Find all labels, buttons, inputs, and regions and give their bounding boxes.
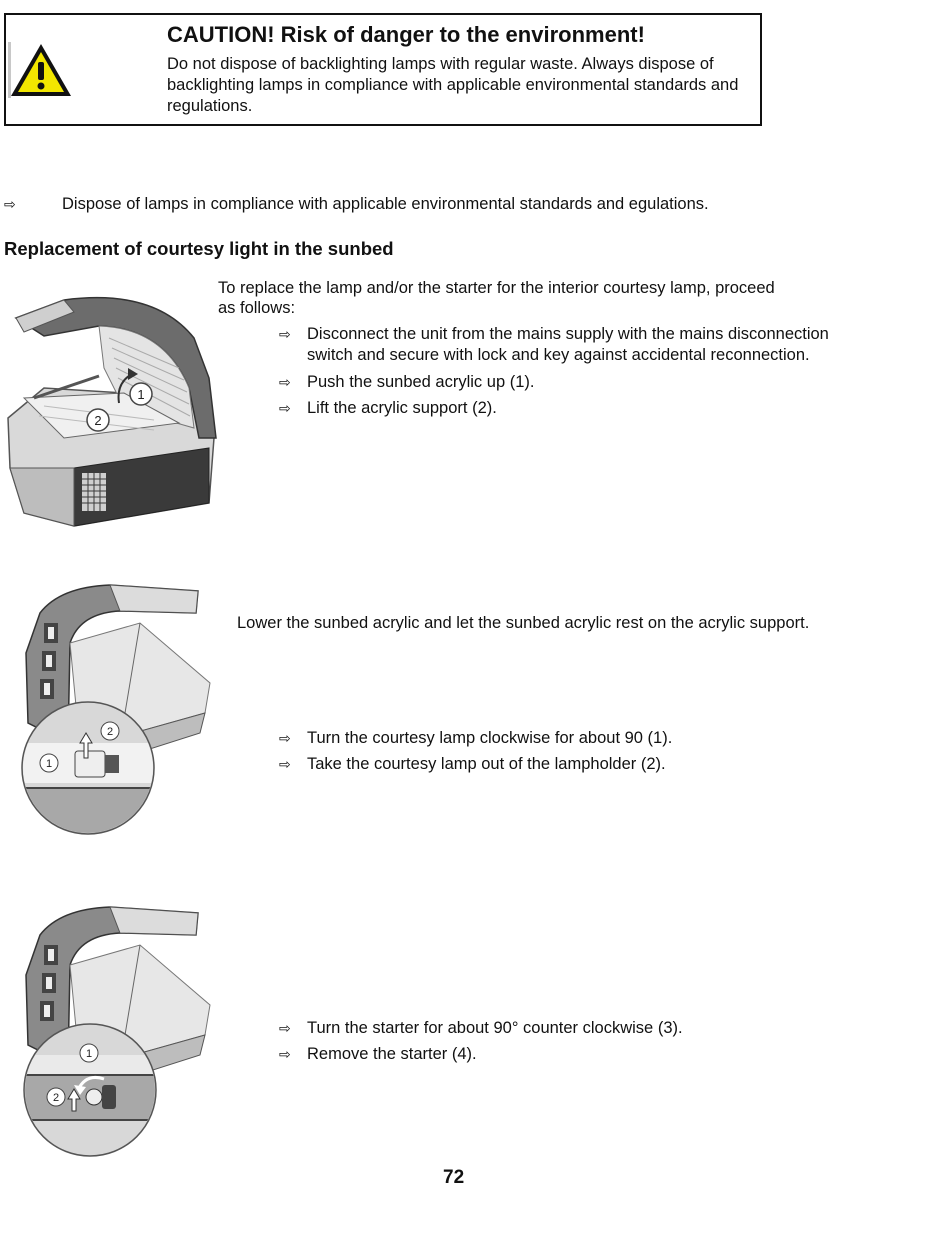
step-text: Take the courtesy lamp out of the lampholder (2). bbox=[307, 755, 666, 773]
caution-title: CAUTION! Risk of danger to the environment! bbox=[167, 22, 645, 47]
arrow-icon: ⇨ bbox=[279, 374, 291, 390]
figure-label: 2 bbox=[94, 413, 102, 428]
section-heading: Replacement of courtesy light in the sunbed bbox=[4, 238, 394, 259]
lower-instruction: Lower the sunbed acrylic and let the sunbed acrylic rest on the acrylic support. bbox=[237, 614, 810, 632]
courtesy-lamp-illustration bbox=[20, 583, 212, 837]
figure-label: 2 bbox=[52, 1092, 60, 1104]
step-text: Turn the courtesy lamp clockwise for about 90 (1). bbox=[307, 729, 673, 747]
dispose-instruction: Dispose of lamps in compliance with applicable environmental standards and egulations. bbox=[62, 195, 709, 213]
caution-body: Do not dispose of backlighting lamps with regular waste. Always dispose of backlighting lamps in compliance with applicable environmental standards and regulations. bbox=[167, 55, 739, 115]
figure-label: 2 bbox=[106, 726, 114, 738]
figure-label: 1 bbox=[45, 758, 53, 770]
intro-text: To replace the lamp and/or the starter for the interior courtesy lamp, proceed as follows: bbox=[218, 279, 775, 317]
arrow-icon: ⇨ bbox=[279, 756, 291, 772]
sunbed-open-illustration bbox=[4, 288, 218, 530]
step-text: Disconnect the unit from the mains supply with the mains disconnection switch and secure with lock and key against accidental reconnection. bbox=[307, 325, 829, 364]
starter-illustration bbox=[20, 905, 212, 1159]
warning-triangle-icon bbox=[8, 40, 74, 100]
step-text: Push the sunbed acrylic up (1). bbox=[307, 373, 535, 391]
step-text: Lift the acrylic support (2). bbox=[307, 399, 497, 417]
arrow-icon: ⇨ bbox=[279, 730, 291, 746]
arrow-icon: ⇨ bbox=[279, 400, 291, 416]
arrow-icon: ⇨ bbox=[279, 1046, 291, 1062]
arrow-icon: ⇨ bbox=[279, 326, 291, 342]
step-text: Turn the starter for about 90° counter clockwise (3). bbox=[307, 1019, 683, 1037]
step-text: Remove the starter (4). bbox=[307, 1045, 477, 1063]
figure-label: 1 bbox=[137, 387, 145, 402]
figure-label: 1 bbox=[85, 1048, 93, 1060]
arrow-icon: ⇨ bbox=[4, 196, 16, 212]
page-number: 72 bbox=[443, 1167, 465, 1188]
arrow-icon: ⇨ bbox=[279, 1020, 291, 1036]
